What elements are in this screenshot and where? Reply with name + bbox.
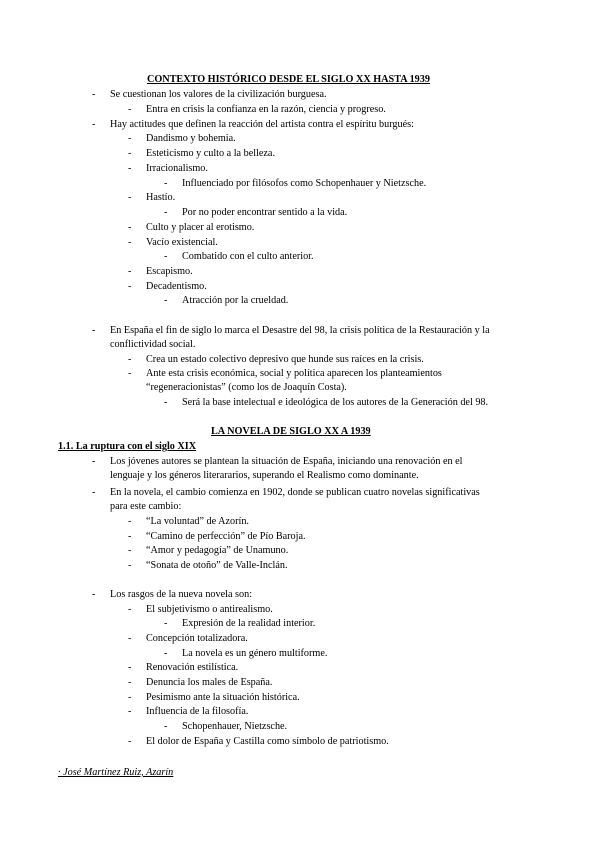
bullet-dash: - [128,560,132,571]
trait-item: Influencia de la filosofía. [146,706,249,717]
bullet-dash: - [128,192,132,203]
bullet-dash: - [128,163,132,174]
trait-item: El subjetivismo o antirealismo. [146,604,273,615]
trait-item: Expresión de la realidad interior. [182,618,316,629]
bullet-dash: - [128,604,132,615]
novel-item: “Amor y pedagogía” de Unamuno. [146,545,289,556]
bullet-dash: - [128,706,132,717]
bullet-dash: - [128,516,132,527]
list-item: Escapismo. [146,266,193,277]
bullet-dash: - [128,736,132,747]
bullet-dash: - [128,133,132,144]
bullet-dash: - [92,89,96,100]
list-item: Culto y placer al erotismo. [146,222,255,233]
list-item: Atracción por la crueldad. [182,295,289,306]
trait-item: El dolor de España y Castilla como símbolo de patriotismo. [146,736,389,747]
bullet-dash: - [128,222,132,233]
bullet-dash: - [128,354,132,365]
trait-item: Denuncia los males de España. [146,677,273,688]
list-item: Combatido con el culto anterior. [182,251,314,262]
bullet-dash: - [92,456,96,467]
paragraph-line: conflictividad social. [110,339,196,350]
list-item: Irracionalismo. [146,163,208,174]
list-item: Influenciado por filósofos como Schopenhauer y Nietzsche. [182,178,427,189]
list-item: Crea un estado colectivo depresivo que hunde sus raíces en la crisis. [146,354,424,365]
list-item-continuation: “regeneracionistas” (como los de Joaquín Costa). [146,382,347,393]
bullet-dash: - [128,531,132,542]
trait-item: La novela es un género multiforme. [182,648,328,659]
bullet-dash: - [128,104,132,115]
section-title-novela: LA NOVELA DE SIGLO XX A 1939 [211,426,371,437]
paragraph-line: Los jóvenes autores se plantean la situación de España, iniciando una renovación en el [110,456,463,467]
paragraph-line: En España el fin de siglo lo marca el Desastre del 98, la crisis política de la Restauración y la [110,325,490,336]
bullet-dash: - [164,251,168,262]
bullet-dash: - [164,618,168,629]
bullet-dash: - [128,368,132,379]
bullet-dash: - [92,119,96,130]
bullet-dash: - [164,207,168,218]
list-item: Vacío existencial. [146,237,218,248]
bullet-dash: - [92,325,96,336]
bullet-dash: - [128,662,132,673]
bullet-dash: - [92,589,96,600]
bullet-dash: - [164,721,168,732]
bullet-dash: - [164,397,168,408]
list-item: Se cuestionan los valores de la civilización burguesa. [110,89,327,100]
list-item: Dandismo y bohemia. [146,133,236,144]
bullet-dash: - [128,633,132,644]
bullet-dash: - [128,237,132,248]
bullet-dash: - [164,295,168,306]
list-item: Por no poder encontrar sentido a la vida. [182,207,348,218]
list-item: Ante esta crisis económica, social y política aparecen los planteamientos [146,368,442,379]
bullet-dash: - [128,545,132,556]
bullet-dash: - [164,648,168,659]
bullet-dash: - [92,487,96,498]
list-item: Hay actitudes que definen la reacción del artista contra el espíritu burgués: [110,119,414,130]
list-item: Esteticismo y culto a la belleza. [146,148,275,159]
trait-item: Concepción totalizadora. [146,633,248,644]
bullet-dash: - [128,692,132,703]
bullet-dash: - [128,148,132,159]
novel-item: “Sonata de otoño” de Valle-Inclán. [146,560,288,571]
bullet-dash: - [128,266,132,277]
novel-item: “Camino de perfección” de Pío Baroja. [146,531,306,542]
paragraph-line: En la novela, el cambio comienza en 1902, donde se publican cuatro novelas significativas [110,487,480,498]
trait-item: Pesimismo ante la situación histórica. [146,692,300,703]
list-item: Será la base intelectual e ideológica de los autores de la Generación del 98. [182,397,489,408]
bullet-dash: - [128,281,132,292]
novel-item: “La voluntad” de Azorín. [146,516,249,527]
trait-item: Schopenhauer, Nietzsche. [182,721,288,732]
footnote: · José Martínez Ruiz, Azarín [58,767,174,778]
bullet-dash: - [128,677,132,688]
trait-item: Renovación estilística. [146,662,239,673]
list-item: Entra en crisis la confianza en la razón, ciencia y progreso. [146,104,386,115]
bullet-dash: - [164,178,168,189]
subsection-title: 1.1. La ruptura con el siglo XIX [58,441,197,452]
paragraph-line: lenguaje y los géneros literararios, superando el Realismo como dominante. [110,470,419,481]
paragraph-line: Los rasgos de la nueva novela son: [110,589,253,600]
list-item: Hastío. [146,192,176,203]
paragraph-line: para este cambio: [110,501,182,512]
list-item: Decadentismo. [146,281,207,292]
section-title-context: CONTEXTO HISTÓRICO DESDE EL SIGLO XX HASTA 1939 [147,74,430,85]
